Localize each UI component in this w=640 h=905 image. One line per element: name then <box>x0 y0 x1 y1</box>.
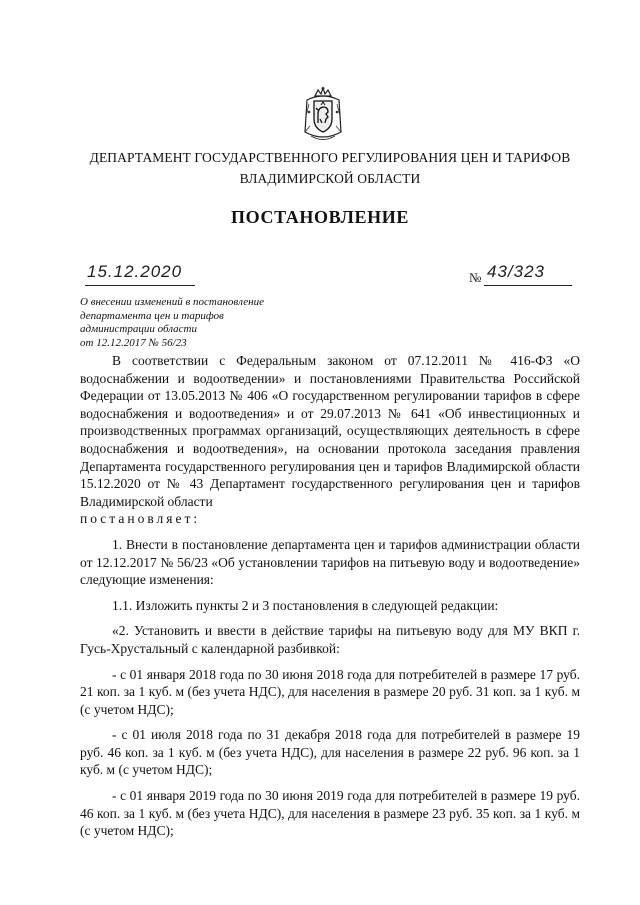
document-date: 15.12.2020 <box>87 262 183 281</box>
document-subject <box>80 296 310 350</box>
number-underline <box>484 285 572 286</box>
number-sign: № <box>469 270 482 285</box>
tariff-period-1: - с 01 января 2018 года по 30 июня 2018 года для потребителей в размере 17 руб. 21 коп. за 1 куб. м (без учета НДС), для населения в размере 20 руб. 31 коп. за 1 куб. м (с учетом НДС); <box>80 666 580 717</box>
document-type-title: ПОСТАНОВЛЕНИЕ <box>231 207 409 227</box>
tariff-period-2: - с 01 июля 2018 года по 31 декабря 2018 года для потребителей в размере 19 руб. 46 коп. за 1 куб. м (без учета НДС), для населения в размере 22 руб. 96 коп. за 1 куб. м (с учетом НДС); <box>80 727 580 778</box>
subject-line-3: администрации области <box>80 323 197 336</box>
tariff-period-3: - с 01 января 2019 года по 30 июня 2019 года для потребителей в размере 19 руб. 46 коп. за 1 куб. м (без учета НДС), для населения в размере 23 руб. 35 коп. за 1 куб. м (с учетом НДС); <box>80 788 580 839</box>
intro-paragraph: В соответствии с Федеральным законом от 07.12.2011 № 416-ФЗ «О водоснабжении и водоотведении» и постановлениями Правительства Российской Федерации от 13.05.2013 № 406 «О государственном регулировании тарифов в сфере водоснабжения и водоотведения» и от 29.07.2013 № 641 «Об инвестиционных и производственных программах организаций, осуществляющих деятельность в сфере водоснабжения и водоотведения», на основании протокола заседания правления Департамента государственного регулирования цен и тарифов Владимирской области 15.12.2020 от № 43 Департамент государственного регулирования цен и тарифов Владимирской области <box>80 353 580 509</box>
resolves-word: постановляет: <box>80 511 201 527</box>
subject-line-1: О внесении изменений в постановление <box>80 296 264 308</box>
item-1-1-paragraph: 1.1. Изложить пункты 2 и 3 постановления в следующей редакции: <box>112 597 499 613</box>
department-name-line2: ВЛАДИМИРСКОЙ ОБЛАСТИ <box>239 171 421 186</box>
document-number: 43/323 <box>487 262 545 281</box>
item-1-paragraph: 1. Внести в постановление департамента цен и тарифов администрации области от 12.12.2017 № 56/23 «Об установлении тарифов на питьевую воду и водоотведение» следующие изменения: <box>80 536 580 588</box>
coat-of-arms-icon <box>301 86 345 144</box>
item-2-paragraph: «2. Установить и ввести в действие тарифы на питьевую воду для МУ ВКП г. Гусь-Хрустальный с календарной разбивкой: <box>80 623 580 656</box>
date-underline <box>85 285 195 286</box>
document-body <box>80 352 580 840</box>
subject-line-2: департамента цен и тарифов <box>80 309 224 322</box>
department-name-line1: ДЕПАРТАМЕНТ ГОСУДАРСТВЕННОГО РЕГУЛИРОВАНИЯ ЦЕН И ТАРИФОВ <box>89 150 571 165</box>
subject-line-4: от 12.12.2017 № 56/23 <box>80 336 187 349</box>
